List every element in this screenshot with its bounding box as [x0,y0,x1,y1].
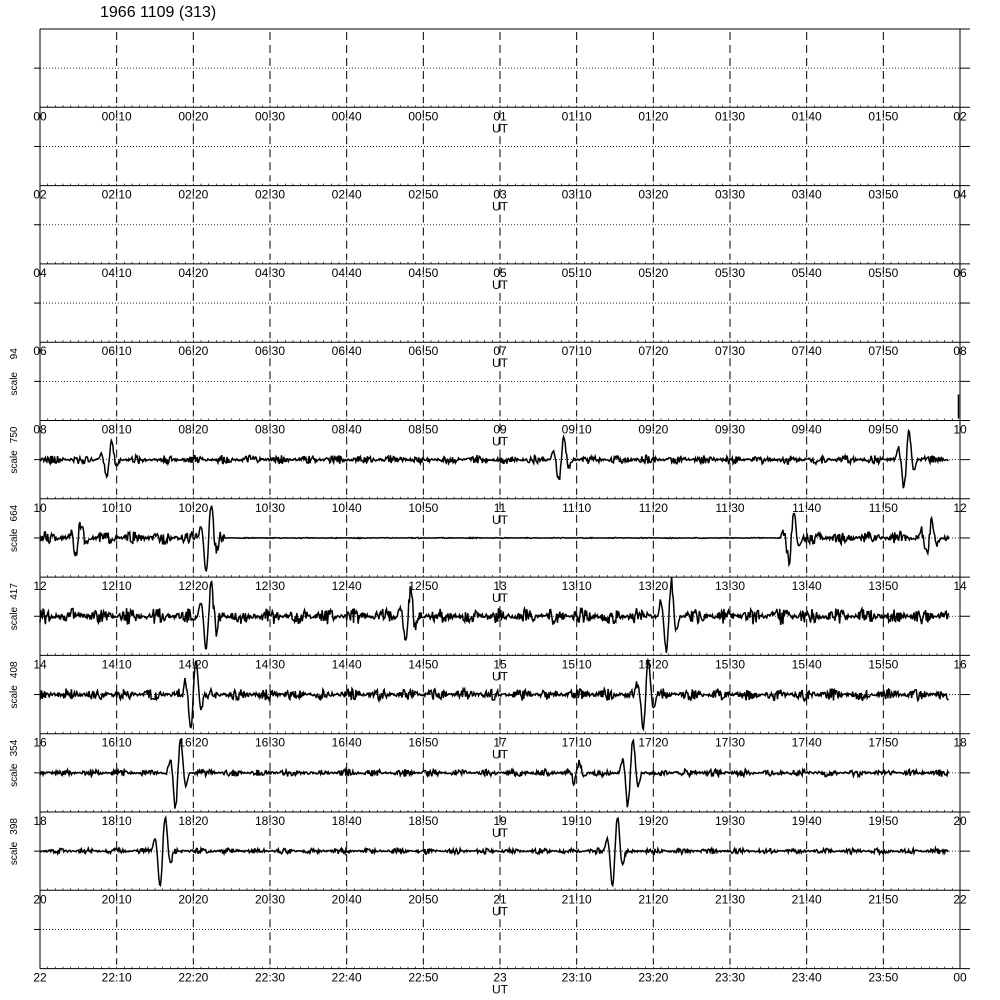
chart-title: 1966 1109 (313) [100,4,217,21]
tick-label: 06:50 [408,344,439,359]
tick-label: 23:40 [791,970,822,985]
tick-label: 01:40 [791,109,822,124]
tick-label: 03:10 [561,187,592,202]
tick-label: 00:20 [178,109,209,124]
tick-label: 06:10 [101,344,132,359]
tick-label: 09:20 [638,422,669,437]
tick-label: 23:20 [638,970,669,985]
tick-label: 19:20 [638,814,669,828]
tick-label: 18:40 [331,814,362,828]
scale-value: 750 [9,426,20,444]
tick-label: 13:20 [638,579,669,594]
tick-label: 02:10 [101,187,132,202]
x-axis-label: UT [492,199,508,214]
tick-label: 13:40 [791,579,822,594]
tick-label: 10 [33,500,47,515]
x-axis-label: UT [492,512,508,527]
tick-label: 02:50 [408,187,439,202]
tick-label: 06:40 [331,344,362,359]
tick-label: 14:30 [254,657,286,672]
tick-label: 03:30 [714,187,746,202]
tick-label: 14:40 [331,657,362,672]
tick-label: 06:30 [254,344,286,359]
tick-label: 17:10 [561,735,592,750]
tick-label: 07:40 [791,344,822,359]
tick-label: 10:20 [178,500,209,515]
tick-label: 21:30 [714,892,746,907]
tick-label: 19 [493,814,507,828]
tick-label: 19:10 [561,814,592,828]
tick-label: 21:20 [638,892,669,907]
tick-label: 16 [953,657,967,672]
tick-label: 19:40 [791,814,822,828]
tick-label: 11:10 [562,500,592,515]
tick-label: 11:20 [638,500,668,515]
tick-label: 00:30 [254,109,286,124]
tick-label: 01 [493,109,507,124]
tick-label: 11:30 [715,500,745,515]
tick-label: 21 [493,892,507,907]
panel-16 [9,658,970,761]
tick-label: 20:20 [178,892,209,907]
panel-00 [33,32,970,135]
tick-label: 04 [33,265,47,280]
tick-label: 04:30 [254,265,286,280]
x-axis-label: UT [492,277,508,292]
tick-label: 07:50 [868,344,899,359]
tick-label: 07:30 [714,344,746,359]
tick-label: 05:10 [561,265,592,280]
tick-label: 13:30 [714,579,746,594]
tick-label: 18:20 [178,814,209,828]
panel-14 [9,578,970,684]
tick-label: 11:40 [792,500,822,515]
scale-label: scale [9,841,20,866]
tick-label: 14:50 [408,657,439,672]
tick-label: 16:30 [254,735,286,750]
tick-label: 21:50 [868,892,899,907]
scale-value: 94 [9,348,20,360]
scale-value: 354 [9,739,20,757]
tick-label: 12 [953,500,967,515]
x-axis-label: UT [492,356,508,371]
tick-label: 15 [493,657,507,672]
tick-label: 18 [33,814,47,828]
tick-label: 12:10 [101,579,132,594]
tick-label: 11:50 [868,500,898,515]
tick-label: 18:30 [254,814,286,828]
tick-label: 10:10 [101,500,132,515]
tick-label: 17:50 [868,735,899,750]
x-axis-label: UT [492,591,508,606]
tick-label: 20:50 [408,892,439,907]
tick-label: 00:10 [101,109,132,124]
scale-label: scale [9,450,20,474]
tick-label: 10:30 [254,500,286,515]
scale-label: scale [9,528,20,552]
tick-label: 09 [493,422,507,437]
tick-label: 20 [33,892,47,907]
tick-label: 07:10 [561,344,592,359]
tick-label: 03:40 [791,187,822,202]
tick-label: 19:50 [868,814,899,828]
tick-label: 01:30 [714,109,746,124]
tick-label: 05:50 [868,265,899,280]
tick-label: 06 [953,265,967,280]
scale-value: 417 [9,583,20,600]
tick-label: 09:50 [868,422,899,437]
tick-label: 02:40 [331,187,362,202]
tick-label: 15:40 [791,657,822,672]
scale-label: scale [9,763,20,787]
tick-label: 18:50 [408,814,439,828]
scale-value: 398 [9,818,20,835]
tick-label: 18:10 [101,814,132,828]
tick-label: 06 [33,344,47,359]
tick-label: 00:50 [408,109,439,124]
tick-label: 19:30 [714,814,746,828]
scale-value: 664 [9,504,20,522]
tick-label: 22 [953,892,967,907]
tick-label: 23:30 [714,970,746,985]
tick-label: 07 [493,344,507,359]
tick-label: 23:50 [868,970,899,985]
tick-label: 04:50 [408,265,439,280]
tick-label: 22 [33,970,47,985]
tick-label: 08 [33,422,47,437]
tick-label: 09:30 [714,422,746,437]
tick-label: 12:20 [178,579,209,594]
tick-label: 04:20 [178,265,209,280]
tick-label: 17:20 [638,735,669,750]
tick-label: 20 [953,814,967,828]
tick-label: 07:20 [638,344,669,359]
tick-label: 20:40 [331,892,362,907]
tick-label: 20:10 [101,892,132,907]
tick-label: 22:20 [178,970,209,985]
tick-label: 00 [953,970,967,985]
tick-label: 03:50 [868,187,899,202]
panel-08 [9,345,970,448]
tick-label: 11 [493,500,507,515]
tick-label: 21:40 [791,892,822,907]
tick-label: 08:30 [254,422,286,437]
tick-label: 12 [33,579,47,594]
tick-label: 03:20 [638,187,669,202]
tick-label: 04:40 [331,265,362,280]
tick-label: 17:30 [714,735,746,750]
tick-label: 08:50 [408,422,439,437]
tick-label: 12:40 [331,579,362,594]
tick-label: 08:40 [331,422,362,437]
tick-label: 12:50 [408,579,439,594]
tick-label: 10:50 [408,500,439,515]
tick-label: 22:30 [254,970,286,985]
tick-label: 08 [953,344,967,359]
scale-label: scale [9,685,20,709]
tick-label: 02 [953,109,967,124]
tick-label: 01:10 [561,109,592,124]
tick-label: 03 [493,187,507,202]
tick-label: 16:50 [408,735,439,750]
x-axis-label: UT [492,904,508,919]
tick-label: 01:50 [868,109,899,124]
tick-label: 16 [33,735,47,750]
panel-18 [9,737,970,840]
tick-label: 15:10 [561,657,592,672]
x-axis-label: UT [492,669,508,684]
tick-label: 12:30 [254,579,286,594]
tick-label: 22:50 [408,970,439,985]
tick-label: 02:30 [254,187,286,202]
panel-20 [9,815,970,918]
tick-label: 17 [493,735,507,750]
tick-label: 06:20 [178,344,209,359]
scale-label: scale [9,371,20,396]
x-axis-label: UT [492,747,508,762]
tick-label: 10:40 [331,500,362,515]
tick-label: 14 [33,657,47,672]
tick-label: 14 [953,579,967,594]
tick-label: 23 [493,970,507,985]
x-axis-label: UT [492,826,508,840]
tick-label: 22:40 [331,970,362,985]
tick-label: 15:30 [714,657,746,672]
tick-label: 20:30 [254,892,286,907]
tick-label: 13:10 [561,579,592,594]
tick-label: 18 [953,735,967,750]
tick-label: 16:40 [331,735,362,750]
tick-label: 09:40 [791,422,822,437]
tick-label: 05:30 [714,265,746,280]
tick-label: 08:10 [101,422,132,437]
tick-label: 05 [493,265,507,280]
tick-label: 05:20 [638,265,669,280]
tick-label: 14:10 [101,657,132,672]
tick-label: 23:10 [561,970,592,985]
tick-label: 15:50 [868,657,899,672]
tick-label: 16:10 [101,735,132,750]
x-axis-label: UT [492,121,508,136]
scale-label: scale [9,606,20,631]
tick-label: 02 [33,187,47,202]
tick-label: 00:40 [331,109,362,124]
tick-label: 17:40 [791,735,822,750]
tick-label: 04 [953,187,967,202]
tick-label: 02:20 [178,187,209,202]
tick-label: 16:20 [178,735,209,750]
tick-label: 13:50 [868,579,899,594]
tick-label: 13 [493,579,507,594]
panel-12 [9,502,970,605]
scale-value: 408 [9,661,20,679]
tick-label: 14:20 [178,657,209,672]
x-axis-label: UT [492,434,508,449]
tick-label: 08:20 [178,422,209,437]
tick-label: 05:40 [791,265,822,280]
tick-label: 01:20 [638,109,669,124]
panel-10 [9,424,970,527]
tick-label: 21:10 [561,892,592,907]
tick-label: 10 [953,422,967,437]
tick-label: 04:10 [101,265,132,280]
x-axis-label: UT [492,982,508,997]
tick-label: 15:20 [638,657,669,672]
tick-label: 22:10 [101,970,132,985]
tick-label: 00 [33,109,47,124]
tick-label: 09:10 [561,422,592,437]
